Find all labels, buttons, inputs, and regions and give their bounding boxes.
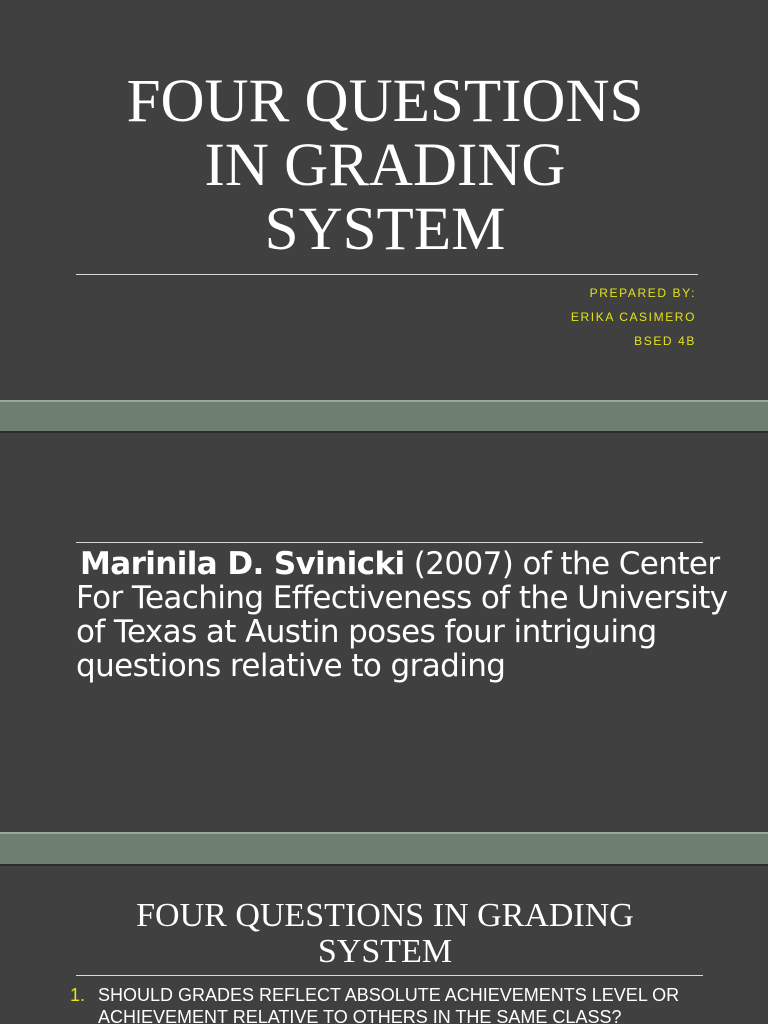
author-name: Marinila D. Svinicki xyxy=(80,546,405,582)
list-item-number: 1. xyxy=(70,985,86,1005)
title-line: FOUR QUESTIONS IN GRADING xyxy=(136,897,634,934)
list-item xyxy=(70,984,710,1024)
title-line: SYSTEM xyxy=(264,196,506,263)
prepared-by-block xyxy=(571,281,696,353)
body-text-rest: (2007) of the Center For Teaching Effectiveness of the University of Texas at Austin poses four intriguing questions relative to grading xyxy=(76,546,728,684)
question-list xyxy=(70,984,710,1024)
title-line: IN GRADING xyxy=(204,132,566,199)
title-line: FOUR QUESTIONS xyxy=(126,68,644,135)
presenter-name: ERIKA CASIMERO xyxy=(570,310,696,324)
slide-title xyxy=(90,898,680,970)
title-divider xyxy=(76,975,703,976)
questions-slide xyxy=(0,866,768,1024)
slide-title xyxy=(60,70,710,262)
body-paragraph xyxy=(76,547,736,683)
title-divider xyxy=(76,274,698,275)
title-slide xyxy=(0,0,768,400)
presenter-section: BSED 4B xyxy=(634,334,696,348)
slide-separator xyxy=(0,832,768,866)
list-item-text: SHOULD GRADES REFLECT ABSOLUTE ACHIEVEMENTS LEVEL OR ACHIEVEMENT RELATIVE TO OTHERS IN THE SAME CLASS? xyxy=(98,985,680,1024)
slide-separator xyxy=(0,400,768,433)
content-slide xyxy=(0,433,768,832)
content-divider xyxy=(76,542,703,543)
prepared-by-label: PREPARED BY: xyxy=(589,286,696,300)
title-line: SYSTEM xyxy=(317,933,453,970)
